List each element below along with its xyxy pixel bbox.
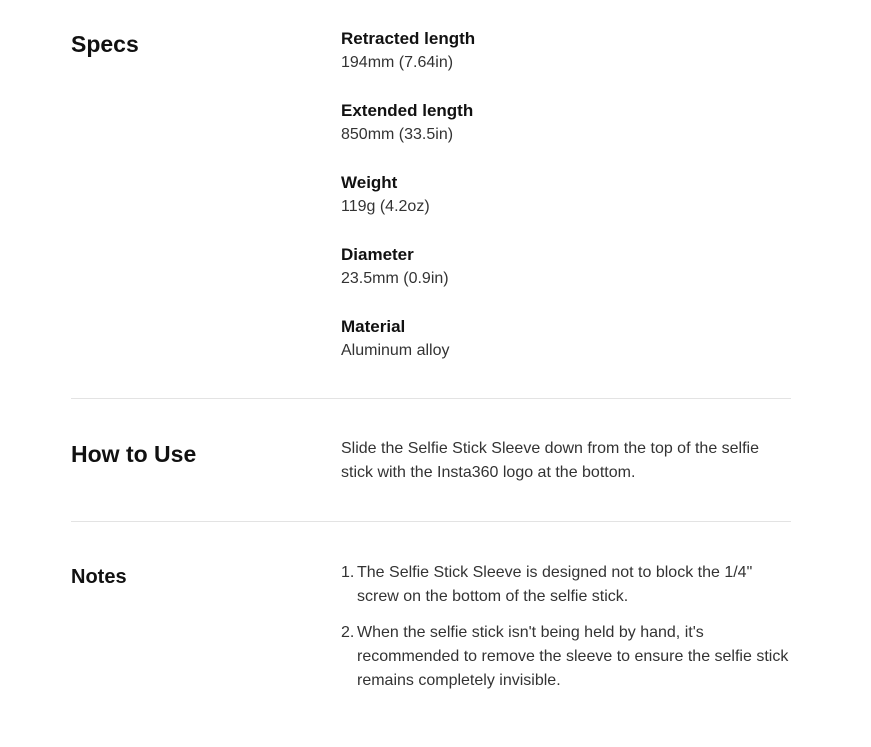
spec-label: Extended length xyxy=(341,101,474,120)
spec-label: Diameter xyxy=(341,245,414,264)
spec-item-weight xyxy=(341,171,791,219)
spec-value: 850mm (33.5in) xyxy=(341,126,454,143)
spec-value: 194mm (7.64in) xyxy=(341,54,454,71)
notes-list xyxy=(341,561,791,693)
spec-label: Material xyxy=(341,317,406,336)
spec-value: Aluminum alloy xyxy=(341,342,450,359)
note-text: When the selfie stick isn't being held by hand, it's recommended to remove the sleeve to ensure the selfie stick remains completely invisible. xyxy=(357,624,789,689)
note-number: 2. xyxy=(341,624,355,641)
notes-body xyxy=(341,561,791,705)
list-item xyxy=(341,621,791,693)
notes-section xyxy=(71,522,791,747)
specs-title: Specs xyxy=(71,31,139,57)
spec-item-retracted-length xyxy=(341,27,791,75)
spec-value: 119g (4.2oz) xyxy=(341,198,430,215)
spec-label: Weight xyxy=(341,173,398,192)
notes-title: Notes xyxy=(71,566,127,588)
list-item xyxy=(341,561,791,609)
how-to-use-text: Slide the Selfie Stick Sleeve down from the top of the selfie stick with the Insta360 logo at the bottom. xyxy=(341,440,760,481)
note-number: 1. xyxy=(341,564,355,581)
spec-item-diameter xyxy=(341,243,791,291)
how-to-use-section xyxy=(71,399,791,521)
spec-item-extended-length xyxy=(341,99,791,147)
note-text: The Selfie Stick Sleeve is designed not to block the 1/4" screw on the bottom of the selfie stick. xyxy=(357,564,753,605)
spec-label: Retracted length xyxy=(341,29,476,48)
how-to-use-title: How to Use xyxy=(71,441,197,467)
specs-section xyxy=(71,0,791,398)
spec-item-material xyxy=(341,315,791,363)
spec-value: 23.5mm (0.9in) xyxy=(341,270,449,287)
